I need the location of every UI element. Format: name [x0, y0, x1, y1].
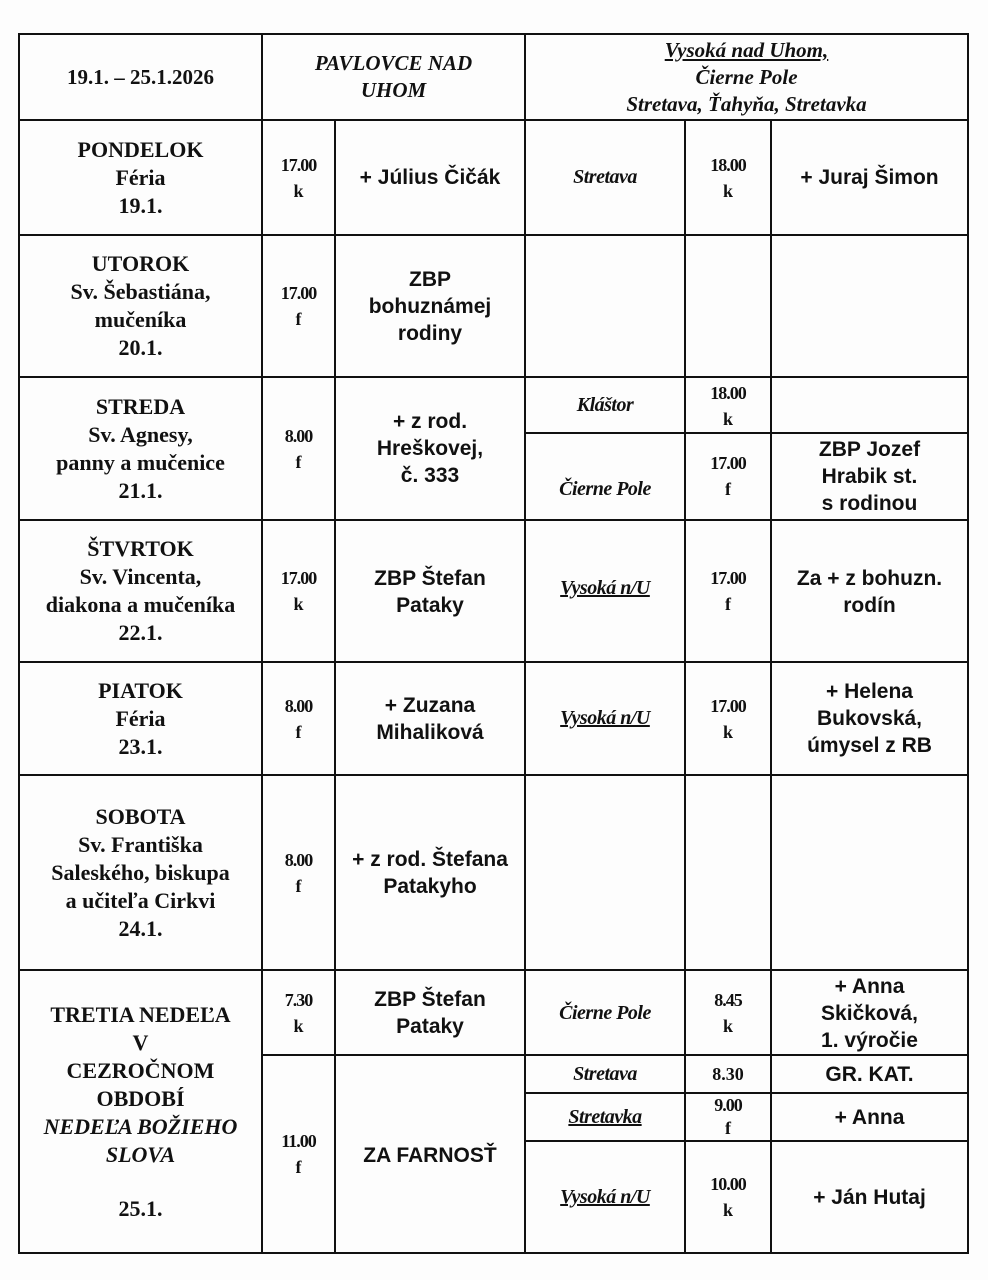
mass-intention: [334, 1054, 526, 1254]
day-name: V: [132, 1029, 149, 1055]
day-name: CEZROČNOM: [66, 1057, 215, 1083]
rite: k: [293, 594, 304, 614]
intention-line: Mihaliková: [376, 720, 484, 744]
intention-line: Skičková,: [821, 1001, 918, 1025]
day-feast: Féria: [115, 705, 166, 731]
mass-time: [261, 969, 336, 1056]
place: Kláštor: [576, 394, 634, 416]
mass-place: [524, 661, 686, 776]
mass-time: [261, 1054, 336, 1254]
mass-intention: [770, 519, 969, 663]
day-wednesday: [18, 376, 263, 521]
intention-line: rodiny: [397, 321, 463, 345]
rite: k: [722, 1200, 733, 1220]
place: Vysoká n/U: [560, 1185, 650, 1208]
header-line: Čierne Pole: [695, 64, 798, 89]
mass-time: [684, 119, 772, 236]
mass-time: [684, 661, 772, 776]
day-name: UTOROK: [91, 251, 190, 276]
header-line: Stretava, Ťahyňa, Stretavka: [626, 91, 867, 116]
day-feast: NEDEĽA BOŽIEHO: [43, 1113, 238, 1139]
mass-intention: [334, 234, 526, 378]
place: Stretavka: [568, 1105, 642, 1128]
time: 17.00: [710, 453, 746, 473]
day-thursday: [18, 519, 263, 663]
mass-place: [524, 969, 686, 1056]
intention-line: GR. KAT.: [825, 1062, 914, 1086]
mass-intention: [334, 119, 526, 236]
day-date: 23.1.: [118, 733, 163, 759]
mass-place: [524, 376, 686, 434]
day-feast: Sv. Františka: [78, 831, 203, 857]
header-line: PAVLOVCE NAD: [314, 51, 473, 75]
time: 8.30: [712, 1064, 744, 1084]
time: 8.00: [284, 849, 313, 870]
day-feast: Sv. Agnesy,: [88, 421, 193, 447]
mass-intention: [334, 661, 526, 776]
intention-line: ZBP Štefan: [374, 567, 486, 590]
mass-place: [524, 1140, 686, 1254]
intention-line: + z rod.: [392, 410, 468, 433]
day-tuesday: [18, 234, 263, 378]
time: 9.00: [714, 1095, 742, 1115]
mass-time: [261, 774, 336, 971]
rite: f: [725, 1118, 731, 1138]
mass-intention: [770, 661, 969, 776]
empty-cell: [770, 774, 969, 971]
pavlovce-header: [261, 33, 526, 121]
day-date: 24.1.: [118, 915, 163, 941]
intention-line: ZBP Jozef: [818, 438, 921, 461]
place: Stretava: [573, 166, 637, 188]
place: Čierne Pole: [559, 478, 651, 500]
rite: k: [722, 180, 733, 201]
time: 18.00: [710, 382, 746, 403]
rite: k: [722, 1016, 733, 1036]
mass-time: [684, 376, 772, 434]
day-date: 19.1.: [118, 192, 163, 218]
mass-place: [524, 519, 686, 663]
day-name: ŠTVRTOK: [87, 536, 194, 561]
mass-time: [684, 432, 772, 521]
mass-time: [261, 234, 336, 378]
mass-intention: [334, 519, 526, 663]
day-feast: panny a mučenice: [56, 449, 225, 475]
day-date: 20.1.: [118, 335, 163, 360]
time: 17.00: [280, 283, 317, 303]
place: Stretava: [573, 1062, 637, 1085]
mass-time: [261, 519, 336, 663]
day-saturday: [18, 774, 263, 971]
mass-intention: [770, 1140, 969, 1254]
time: 18.00: [710, 154, 746, 175]
rite: k: [722, 408, 733, 429]
mass-time: [261, 119, 336, 236]
day-name: OBDOBÍ: [96, 1085, 185, 1111]
time: 17.00: [280, 154, 317, 175]
place: Vysoká n/U: [560, 707, 650, 729]
day-name: SOBOTA: [95, 803, 186, 829]
time: 8.00: [284, 425, 313, 446]
day-date: 25.1.: [118, 1195, 163, 1221]
day-name: TRETIA NEDEĽA: [50, 1001, 231, 1027]
mass-intention: [334, 969, 526, 1056]
place: Čierne Pole: [559, 1001, 651, 1024]
time: 10.00: [710, 1174, 746, 1194]
rite: f: [295, 875, 302, 896]
mass-intention: [770, 119, 969, 236]
intention-line: + Juraj Šimon: [800, 166, 939, 189]
mass-time: [261, 661, 336, 776]
empty-cell: [684, 234, 772, 378]
header-line: Vysoká nad Uhom,: [664, 37, 829, 62]
rite: k: [293, 180, 304, 201]
intention-line: + Anna: [834, 974, 905, 998]
intention-line: Hrabik st.: [821, 465, 918, 488]
time: 17.00: [710, 568, 746, 588]
day-name: PIATOK: [98, 677, 183, 703]
day-friday: [18, 661, 263, 776]
day-feast: mučeníka: [94, 307, 187, 332]
mass-intention: [334, 774, 526, 971]
rite: f: [295, 451, 302, 472]
time: 7.30: [284, 990, 313, 1010]
mass-intention: [770, 1092, 969, 1142]
intention-line: úmysel z RB: [807, 734, 932, 757]
empty-cell: [684, 774, 772, 971]
intention-line: ZBP: [409, 267, 451, 291]
rite: k: [293, 1016, 304, 1036]
mass-time: [684, 519, 772, 663]
intention-line: Patakyho: [383, 874, 477, 898]
mass-time: [684, 1054, 772, 1094]
day-feast: a učiteľa Cirkvi: [65, 887, 216, 913]
intention-line: + Helena: [826, 680, 913, 703]
empty-cell: [770, 376, 969, 434]
intention-line: bohuznámej: [368, 294, 492, 318]
day-name: PONDELOK: [77, 136, 204, 162]
day-date: 22.1.: [118, 620, 163, 645]
rite: f: [295, 309, 302, 329]
empty-cell: [524, 234, 686, 378]
intention-line: + Ján Hutaj: [813, 1185, 926, 1209]
time: 17.00: [280, 568, 317, 588]
rite: f: [295, 721, 302, 742]
mass-intention: [334, 376, 526, 521]
rite: f: [295, 1157, 302, 1177]
mass-place: [524, 119, 686, 236]
mass-intention: [770, 432, 969, 521]
vysoka-header: [524, 33, 969, 121]
day-feast: Saleského, biskupa: [51, 859, 230, 885]
mass-intention: [770, 1054, 969, 1094]
header-line: UHOM: [360, 78, 427, 102]
mass-time: [261, 376, 336, 521]
day-date: 21.1.: [118, 477, 163, 503]
mass-time: [684, 969, 772, 1056]
rite: f: [725, 594, 731, 614]
intention-line: Hreškovej,: [376, 437, 484, 460]
date-range: [18, 33, 263, 121]
day-feast: Sv. Šebastiána,: [70, 279, 211, 304]
mass-intention: [770, 969, 969, 1056]
rite: k: [722, 721, 733, 742]
empty-cell: [524, 774, 686, 971]
intention-line: + z rod. Štefana: [352, 847, 508, 871]
day-sunday: [18, 969, 263, 1254]
time: 11.00: [281, 1131, 316, 1151]
intention-line: s rodinou: [821, 492, 918, 515]
day-feast: Féria: [115, 164, 166, 190]
empty-cell: [770, 234, 969, 378]
intention-line: + Anna: [834, 1105, 905, 1129]
intention-line: Pataky: [396, 594, 464, 617]
intention-line: Pataky: [396, 1015, 464, 1038]
mass-place: [524, 1054, 686, 1094]
time: 8.00: [284, 695, 313, 716]
mass-place: [524, 1092, 686, 1142]
day-feast: SLOVA: [105, 1141, 176, 1167]
day-monday: [18, 119, 263, 236]
intention-line: ZA FARNOSŤ: [363, 1144, 497, 1167]
intention-line: + Zuzana: [384, 693, 476, 717]
mass-time: [684, 1140, 772, 1254]
rite: f: [725, 479, 731, 499]
day-feast: diakona a mučeníka: [45, 592, 236, 617]
intention-line: ZBP Štefan: [374, 988, 486, 1011]
intention-line: rodín: [843, 594, 896, 617]
day-name: STREDA: [95, 393, 186, 419]
day-feast: Sv. Vincenta,: [79, 564, 202, 589]
intention-line: Za + z bohuzn.: [796, 567, 943, 590]
intention-line: 1. výročie: [821, 1028, 918, 1052]
date-range-text: 19.1. – 25.1.2026: [67, 64, 214, 89]
place: Vysoká n/U: [560, 577, 650, 599]
intention-line: + Július Čičák: [359, 166, 501, 189]
time: 8.45: [714, 990, 742, 1010]
mass-time: [684, 1092, 772, 1142]
mass-place: [524, 432, 686, 521]
intention-line: č. 333: [400, 464, 460, 487]
intention-line: Bukovská,: [816, 707, 923, 730]
time: 17.00: [710, 695, 746, 716]
